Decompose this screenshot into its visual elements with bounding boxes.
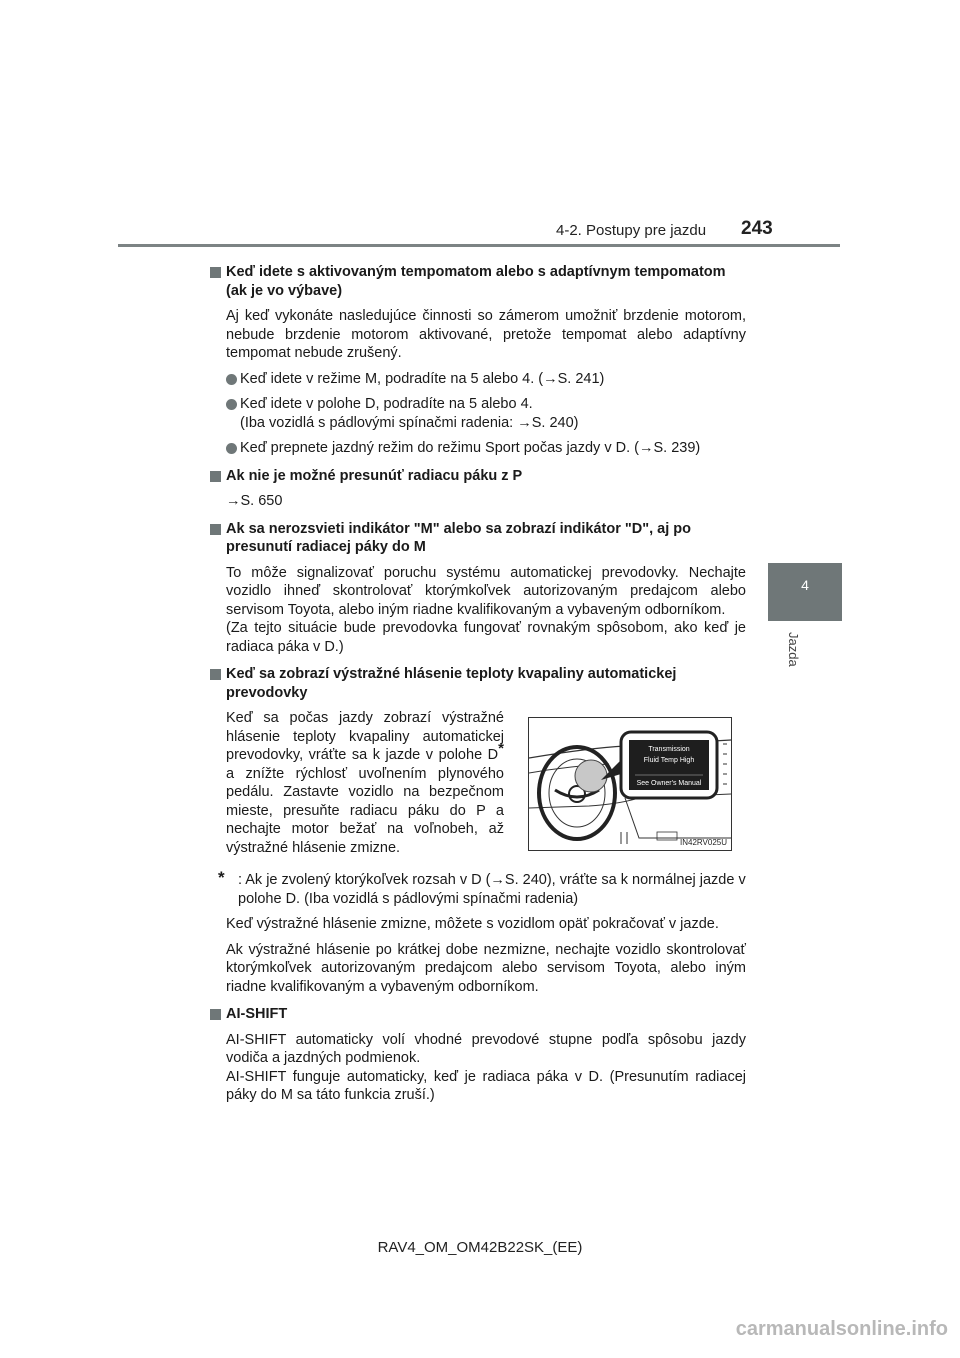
paragraph-text: To môže signalizovať poruchu systému automatickej prevodovky. Nechajte vozidlo ihneď skontrolovať ktorýmkoľvek autorizovaným predajcom alebo servisom Toyota, alebo iným riadne kvalifikovaným a vybaveným odborníkom. (226, 564, 746, 618)
section-shift-lever-p (210, 467, 746, 511)
list-item-text: Keď prepnete jazdný režim do režimu Sport počas jazdy v D. (→S. 239) (240, 440, 701, 456)
heading-text: Ak sa nerozsvieti indikátor "M" alebo sa zobrazí indikátor "D", aj po presunutí radiacej páky do M (226, 520, 692, 555)
section-heading (210, 520, 746, 557)
chapter-number: 4 (801, 577, 809, 593)
section-title: 4-2. Postupy pre jazdu (556, 222, 707, 239)
document-code: RAV4_OM_OM42B22SK_(EE) (377, 1239, 583, 1256)
paragraph (226, 709, 504, 857)
section-heading (210, 263, 746, 300)
circle-bullet-icon (226, 399, 237, 410)
asterisk-mark: * (498, 740, 504, 758)
section-fluid-temp-warning (210, 665, 746, 996)
page-number: 243 (741, 218, 773, 239)
list-item-note: (Iba vozidlá s pádlovými spínačmi radenia: →S. 240) (240, 414, 579, 431)
display-line2: Fluid Temp High (643, 757, 695, 764)
list-item (210, 370, 746, 389)
paragraph-text: a znížte rýchlosť uvoľnením plynového pedálu. Zastavte vozidlo na bezpečnom mieste, presuňte radiacu páku do P a nechajte motor bežať na voľnobeh, až výstražné hlásenie zmizne. (226, 765, 504, 856)
circle-bullet-icon (226, 374, 237, 385)
display-line3: See Owner's Manual (636, 780, 702, 787)
heading-text: Keď idete s aktivovaným tempomatom alebo s adaptívnym tempomatom (ak je vo výbave) (226, 264, 726, 299)
list-item (210, 439, 746, 458)
paragraph-text: Keď sa počas jazdy zobrazí výstražné hlásenie teploty kvapaliny automatickej prevodovky, vráťte sa k jazde v polohe D (226, 710, 504, 763)
circle-bullet-icon (226, 443, 237, 454)
page-reference: →S. 650 (226, 493, 283, 509)
display-line1: Transmission (648, 746, 690, 753)
square-bullet-icon (210, 471, 221, 482)
paragraph-text: (Za tejto situácie bude prevodovka fungovať rovnakým spôsobom, ako keď je radiaca páka v D.) (226, 620, 746, 655)
section-m-indicator (210, 520, 746, 657)
paragraph-text: AI-SHIFT automaticky volí vhodné prevodové stupne podľa spôsobu jazdy vodiča a jazdných podmienok. (226, 1031, 746, 1066)
paragraph (210, 564, 746, 657)
paragraph (210, 1031, 746, 1105)
chapter-tab (768, 563, 842, 621)
section-heading (210, 1005, 746, 1024)
square-bullet-icon (210, 669, 221, 680)
section-heading (210, 467, 746, 486)
footnote-text: : Ak je zvolený ktorýkoľvek rozsah v D (→S. 240), vráťte sa k normálnej jazde v polohe D. (Iba vozidlá s pádlovými spínačmi radenia) (238, 872, 746, 907)
paragraph: Aj keď vykonáte nasledujúce činnosti so zámerom umožniť brzdenie motorom, nebude brzdenie motorom aktivované, pretože tempomat alebo adaptívny tempomat nebude zrušený. (226, 308, 746, 361)
page-content (210, 254, 746, 1105)
heading-text: Ak nie je možné presunúť radiacu páku z P (226, 467, 523, 484)
heading-text: Keď sa zobrazí výstražné hlásenie teploty kvapaliny automatickej prevodovky (226, 666, 677, 701)
square-bullet-icon (210, 1009, 221, 1020)
page-header (0, 0, 960, 280)
list-item-text: Keď idete v režime M, podradíte na 5 alebo 4. (→S. 241) (240, 370, 605, 387)
footnote-mark: * (218, 868, 225, 887)
footnote (210, 868, 746, 908)
square-bullet-icon (210, 524, 221, 535)
dashboard-drawing (529, 718, 731, 850)
paragraph: Ak výstražné hlásenie po krátkej dobe nezmizne, nechajte vozidlo skontrolovať ktorýmkoľvek autorizovaným predajcom alebo servisom Toyota, alebo iným riadne kvalifikovaným a vybaveným odborníkom. (226, 941, 746, 995)
watermark: carmanualsonline.info (735, 1318, 948, 1340)
paragraph-text: AI-SHIFT funguje automaticky, keď je radiaca páka v D. (Presunutím radiacej páky do M sa táto funkcia zruší.) (226, 1068, 746, 1103)
square-bullet-icon (210, 267, 221, 278)
header-rule (118, 244, 840, 247)
section-heading (210, 665, 746, 702)
chapter-label: Jazda (786, 632, 801, 667)
warning-with-figure (210, 709, 746, 861)
list-item-text: Keď idete v polohe D, podradíte na 5 alebo 4. (240, 396, 533, 412)
list-item (210, 395, 746, 432)
dashboard-illustration (528, 717, 732, 851)
heading-text: AI-SHIFT (226, 1006, 288, 1022)
section-ai-shift (210, 1005, 746, 1105)
paragraph: Keď výstražné hlásenie zmizne, môžete s vozidlom opäť pokračovať v jazde. (226, 916, 719, 932)
section-cruise-control (210, 263, 746, 458)
figure-code: IN42RV025U (680, 838, 727, 847)
